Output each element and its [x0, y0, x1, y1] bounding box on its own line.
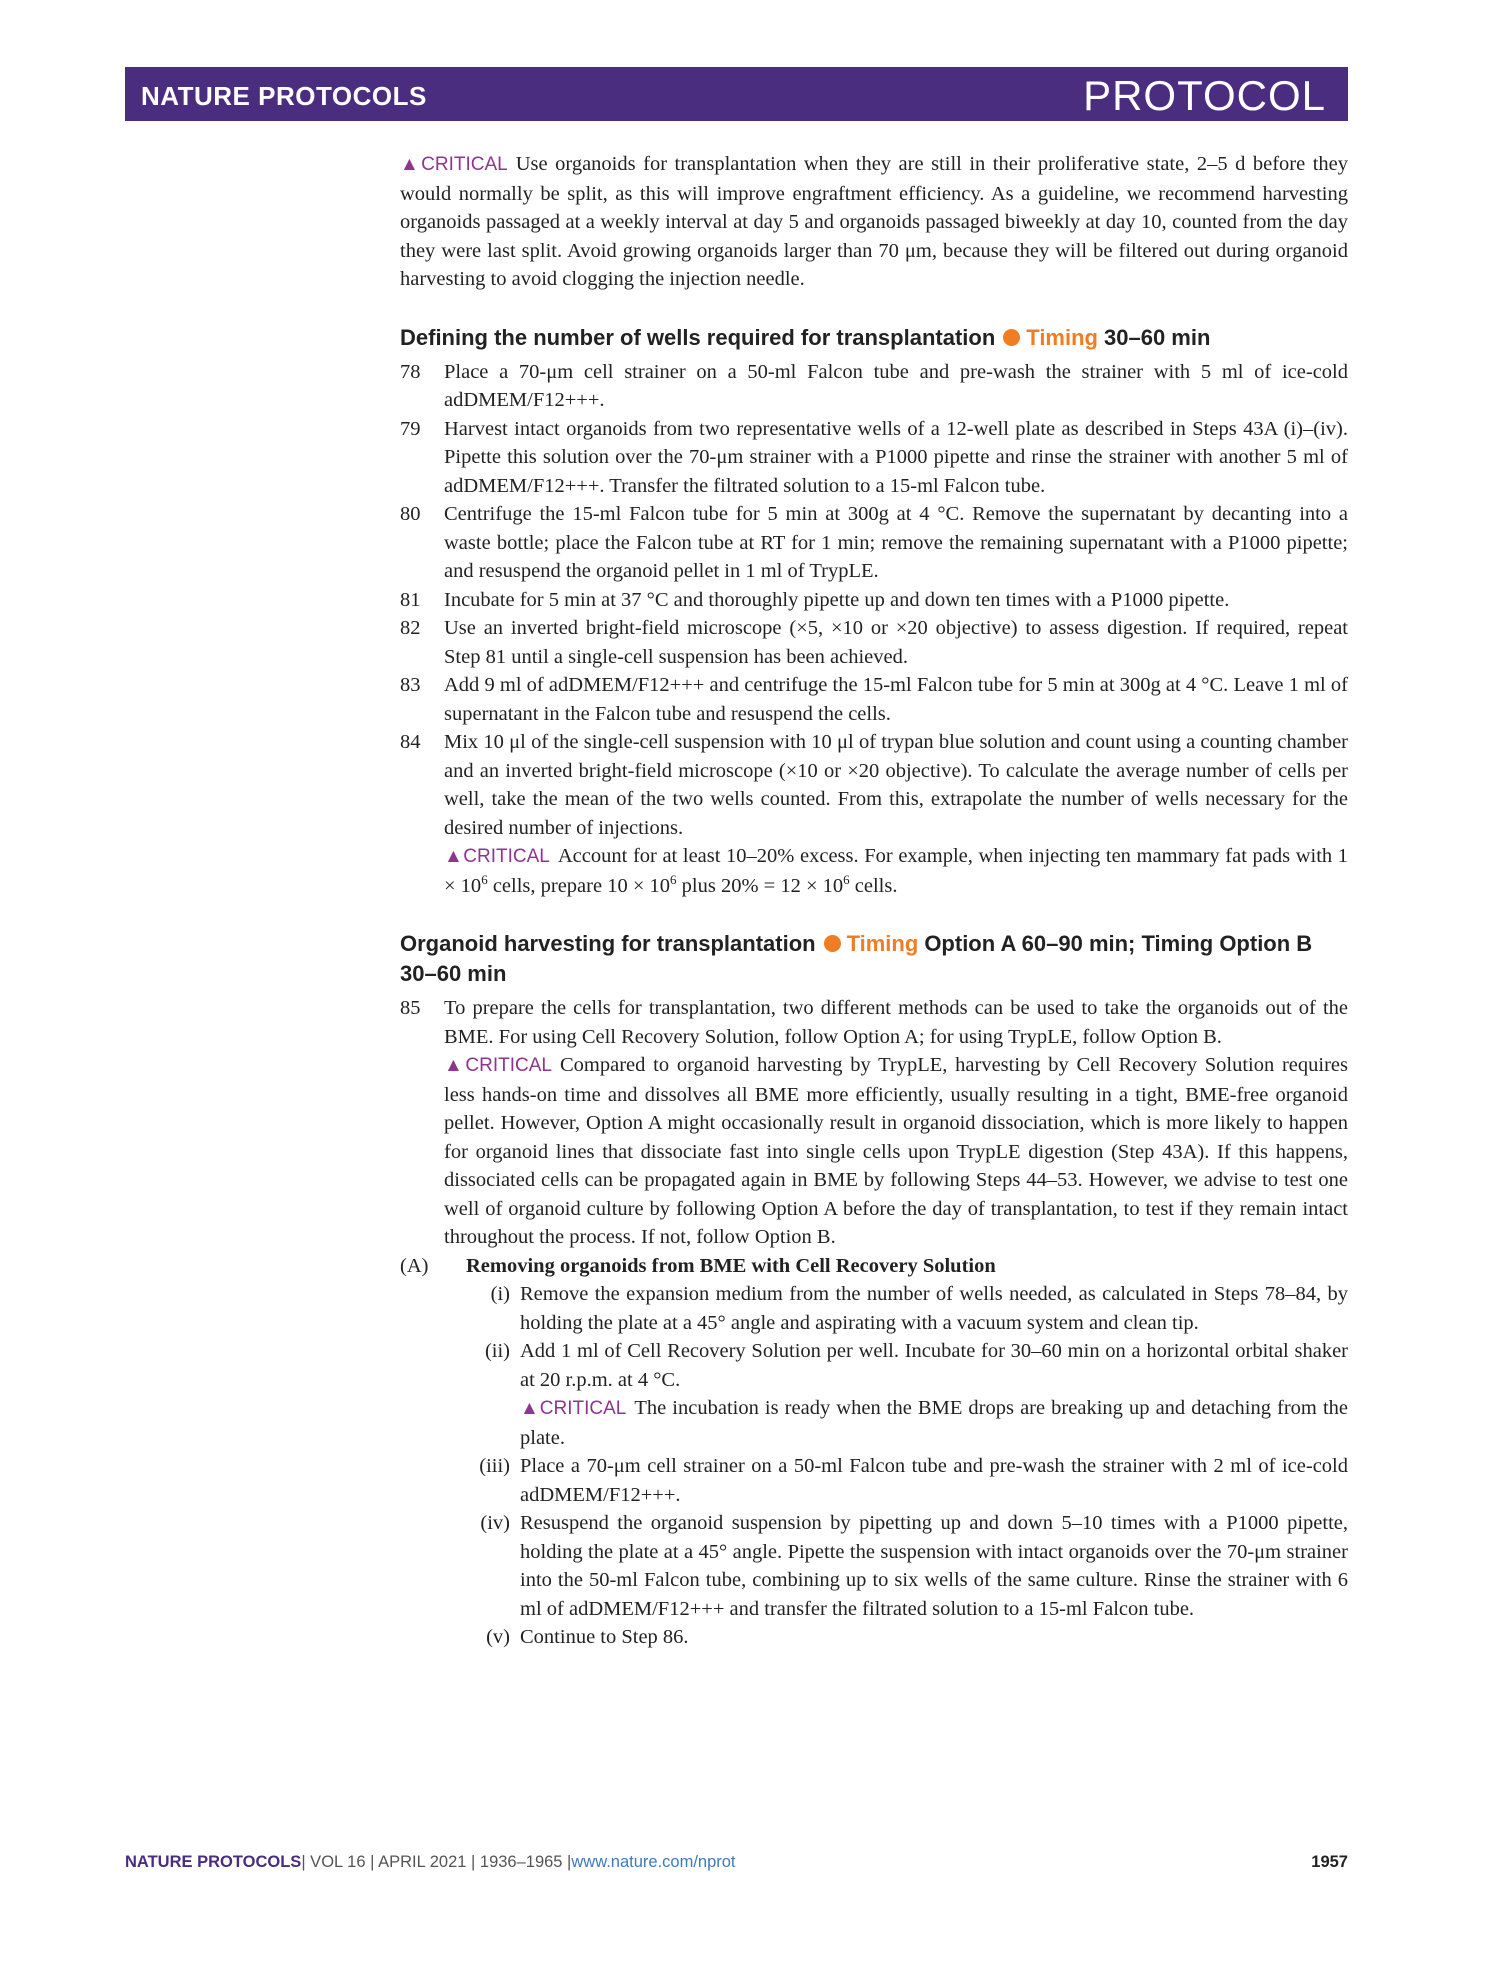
- page-number: 1957: [1311, 1853, 1348, 1871]
- step-text: Incubate for 5 min at 37 °C and thoroughly pipette up and down ten times with a P1000 pipette.: [444, 588, 1230, 611]
- critical-label: ▲CRITICAL: [520, 1398, 627, 1419]
- step-83: [400, 671, 1348, 728]
- step-number: 82: [400, 617, 421, 639]
- step-78: [400, 358, 1348, 415]
- substep-text: Place a 70-μm cell strainer on a 50-ml Falcon tube and pre-wash the strainer with 2 ml of ice-cold adDMEM/F12+++.: [520, 1455, 1348, 1506]
- step-number: 84: [400, 731, 421, 753]
- page-footer: [125, 1853, 1348, 1879]
- footer-url-link[interactable]: www.nature.com/nprot: [571, 1853, 736, 1871]
- critical-text: cells.: [849, 874, 898, 897]
- option-a-title: Removing organoids from BME with Cell Recovery Solution: [466, 1254, 996, 1277]
- exponent: 6: [481, 871, 488, 887]
- critical-text: plus 20% = 12 × 10: [676, 874, 844, 897]
- timing-dot-icon: [1003, 329, 1020, 346]
- substep-text: Add 1 ml of Cell Recovery Solution per well. Incubate for 30–60 min on a horizontal orbital shaker at 20 r.p.m. at 4 °C.: [520, 1340, 1348, 1391]
- critical-label: ▲CRITICAL: [444, 1055, 552, 1076]
- substep-text: Continue to Step 86.: [520, 1626, 689, 1648]
- section-label: PROTOCOL: [1083, 72, 1326, 119]
- critical-text: Account for at least 10–20% excess. For example, when injecting ten mammary fat pads with 1 × 10: [444, 845, 1349, 897]
- step-text: Centrifuge the 15-ml Falcon tube for 5 min at 300g at 4 °C. Remove the supernatant by decanting into a waste bottle; place the Falcon tube at RT for 1 min; remove the remaining supernatant with a P1000 pipette; and resuspend the organoid pellet in 1 ml of TrypLE.: [444, 503, 1348, 582]
- section-heading-wells: [400, 323, 1348, 353]
- exponent: 6: [843, 871, 850, 887]
- footer-citation-line: [125, 1853, 736, 1872]
- critical-label: ▲CRITICAL: [444, 846, 550, 867]
- footer-journal: NATURE PROTOCOLS: [125, 1853, 302, 1871]
- step-text: Place a 70-μm cell strainer on a 50-ml Falcon tube and pre-wash the strainer with 5 ml of ice-cold adDMEM/F12+++.: [444, 360, 1348, 411]
- substep-text: Remove the expansion medium from the number of wells needed, as calculated in Steps 78–84, by holding the plate at a 45° angle and aspirating with a vacuum system and clean tip.: [520, 1283, 1348, 1334]
- option-a-step-v: [444, 1623, 1348, 1652]
- step-number: 85: [400, 997, 421, 1019]
- step-number: 79: [400, 417, 421, 440]
- section-heading-harvesting: [400, 929, 1348, 989]
- timing-dot-icon: [824, 935, 841, 952]
- step-85: [400, 994, 1348, 1652]
- step-84-critical-note: [444, 842, 1348, 900]
- step-text: Mix 10 μl of the single-cell suspension with 10 μl of trypan blue solution and count using a counting chamber and an inverted bright-field microscope (×10 or ×20 objective). To calculate the average number of cells per well, take the mean of the two wells counted. From this, extrapolate the number of wells necessary for the desired number of injections.: [444, 731, 1348, 839]
- section-title: Organoid harvesting for transplantation: [400, 931, 816, 956]
- step-number: 80: [400, 503, 421, 525]
- option-a: [400, 1252, 1348, 1281]
- substep-number: (iii): [479, 1455, 510, 1477]
- step-number: 83: [400, 674, 421, 696]
- timing-value: Option A 60–90 min; Timing Option B 30–60 min: [400, 931, 1313, 986]
- step-text: Add 9 ml of adDMEM/F12+++ and centrifuge the 15-ml Falcon tube for 5 min at 300g at 4 °C. Leave 1 ml of supernatant in the Falcon tube and resuspend the cells.: [444, 674, 1348, 725]
- article-body: [400, 150, 1348, 1652]
- step-number: 78: [400, 360, 421, 383]
- substep-number: (ii): [484, 1340, 510, 1362]
- exponent: 6: [670, 871, 677, 887]
- footer-citation: | VOL 16 | APRIL 2021 | 1936–1965 |: [301, 1853, 572, 1871]
- option-a-step-iii: [444, 1452, 1348, 1509]
- step-81: [400, 586, 1348, 615]
- step-84: [400, 728, 1348, 900]
- section-title: Defining the number of wells required for transplantation: [400, 324, 996, 350]
- timing-label: Timing: [1026, 324, 1098, 350]
- step-85-critical-note: [444, 1051, 1348, 1252]
- option-number: (A): [400, 1254, 429, 1277]
- critical-text: The incubation is ready when the BME drops are breaking up and detaching from the plate.: [520, 1397, 1349, 1449]
- substep-number: (v): [486, 1626, 510, 1648]
- step-text: Harvest intact organoids from two representative wells of a 12-well plate as described in Steps 43A (i)–(iv). Pipette this solution over the 70-μm strainer with a P1000 pipette and rinse the strainer with another 5 ml of adDMEM/F12+++. Transfer the filtrated solution to a 15-ml Falcon tube.: [444, 417, 1348, 497]
- timing-value: 30–60 min: [1104, 324, 1211, 350]
- step-text: Use an inverted bright-field microscope (×5, ×10 or ×20 objective) to assess digestion. If required, repeat Step 81 until a single-cell suspension has been achieved.: [444, 617, 1348, 668]
- step-text: To prepare the cells for transplantation, two different methods can be used to take the organoids out of the BME. For using Cell Recovery Solution, follow Option A; for using TrypLE, follow Option B.: [444, 997, 1348, 1048]
- timing-label: Timing: [846, 931, 919, 956]
- page-header: [125, 67, 1348, 121]
- step-80: [400, 500, 1348, 586]
- step-ii-critical-note: [520, 1394, 1348, 1452]
- intro-critical-note: [400, 150, 1348, 294]
- option-a-step-ii: [444, 1337, 1348, 1452]
- step-79: [400, 415, 1348, 501]
- critical-label: ▲CRITICAL: [400, 154, 508, 175]
- critical-text: Compared to organoid harvesting by TrypLE, harvesting by Cell Recovery Solution requires less hands-on time and dissolves all BME more efficiently, usually resulting in a tight, BME-free organoid pellet. However, Option A might occasionally result in organoid dissociation, which is more likely to happen for organoid lines that dissociate fast into single cells upon TrypLE digestion (Step 43A). If this happens, dissociated cells can be propagated again in BME by following Steps 44–53. However, we advise to test one well of organoid culture by following Option A before the day of transplantation, to test if they remain intact throughout the process. If not, follow Option B.: [444, 1054, 1348, 1248]
- substep-number: (i): [490, 1283, 510, 1305]
- step-82: [400, 614, 1348, 671]
- journal-name: NATURE PROTOCOLS: [141, 81, 427, 111]
- step-number: 81: [400, 588, 421, 611]
- critical-text: Use organoids for transplantation when they are still in their proliferative state, 2–5 d before they would normally be split, as this will improve engraftment efficiency. As a guideline, we recommend harvesting organoids passaged at a weekly interval at day 5 and organoids passaged biweekly at day 10, counted from the day they were last split. Avoid growing organoids larger than 70 μm, because they will be filtered out during organoid harvesting to avoid clogging the injection needle.: [400, 153, 1348, 290]
- substep-text: Resuspend the organoid suspension by pipetting up and down 5–10 times with a P1000 pipette, holding the plate at a 45° angle. Pipette the suspension with intact organoids over the 70-μm strainer into the 50-ml Falcon tube, combining up to six wells of the same culture. Rinse the strainer with 6 ml of adDMEM/F12+++ and transfer the filtrated solution to a 15-ml Falcon tube.: [520, 1512, 1348, 1620]
- option-a-step-iv: [444, 1509, 1348, 1623]
- critical-text: cells, prepare 10 × 10: [487, 874, 671, 897]
- substep-number: (iv): [480, 1512, 510, 1534]
- option-a-step-i: [444, 1280, 1348, 1337]
